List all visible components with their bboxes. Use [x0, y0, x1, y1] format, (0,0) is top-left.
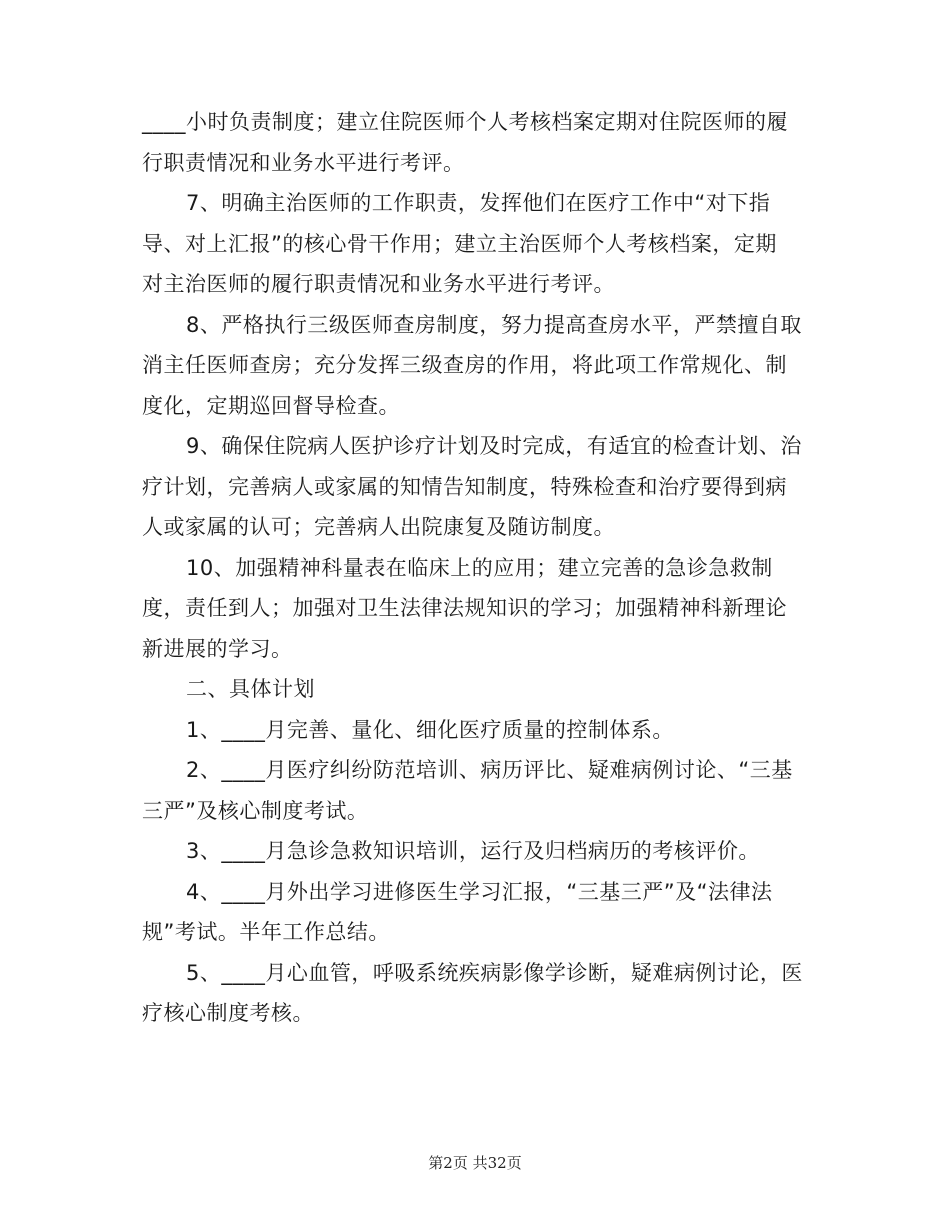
text-line: 4、____月外出学习进修医生学习汇报，“三基三严”及“法律法 — [186, 879, 773, 904]
text-line: ____小时负责制度；建立住院医师个人考核档案定期对住院医师的履 — [142, 110, 788, 134]
text-line: 3、____月急诊急救知识培训，运行及归档病历的考核评价。 — [186, 839, 760, 863]
text-line: 疗核心制度考核。 — [142, 1001, 314, 1025]
text-line: 10、加强精神科量表在临床上的应用；建立完善的急诊急救制 — [186, 555, 773, 580]
text-line: 7、明确主治医师的工作职责，发挥他们在医疗工作中“对下指 — [186, 191, 771, 215]
text-line: 疗计划，完善病人或家属的知情告知制度，特殊检查和治疗要得到病 — [142, 474, 787, 499]
text-line: 9、确保住院病人医护诊疗计划及时完成，有适宜的检查计划、治 — [186, 434, 802, 458]
text-line: 1、____月完善、量化、细化医疗质量的控制体系。 — [186, 717, 674, 742]
text-line: 度，责任到人；加强对卫生法律法规知识的学习；加强精神科新理论 — [142, 596, 787, 620]
text-line: 对主治医师的履行职责情况和业务水平进行考评。 — [142, 272, 615, 296]
text-line: 消主任医师查房；充分发挥三级查房的作用，将此项工作常规化、制 — [142, 353, 787, 377]
text-line: 2、____月医疗纠纷防范培训、病历评比、疑难病例讨论、“三基 — [186, 758, 793, 782]
text-line: 新进展的学习。 — [142, 636, 293, 661]
page-number: 第2页 共32页 — [428, 1154, 522, 1172]
text-line: 导、对上汇报”的核心骨干作用；建立主治医师个人考核档案，定期 — [142, 231, 777, 256]
text-line: 人或家属的认可；完善病人出院康复及随访制度。 — [142, 515, 615, 539]
section-heading: 二、具体计划 — [186, 677, 315, 701]
document-body — [142, 102, 814, 1034]
text-line: 规”考试。半年工作总结。 — [142, 920, 390, 944]
text-line: 行职责情况和业务水平进行考评。 — [142, 150, 465, 175]
text-line: 5、____月心血管，呼吸系统疾病影像学诊断，疑难病例讨论，医 — [186, 960, 803, 985]
text-line: 8、严格执行三级医师查房制度，努力提高查房水平，严禁擅自取 — [186, 312, 802, 337]
text-line: 三严”及核心制度考试。 — [142, 798, 369, 823]
text-line: 度化，定期巡回督导检查。 — [142, 393, 400, 418]
